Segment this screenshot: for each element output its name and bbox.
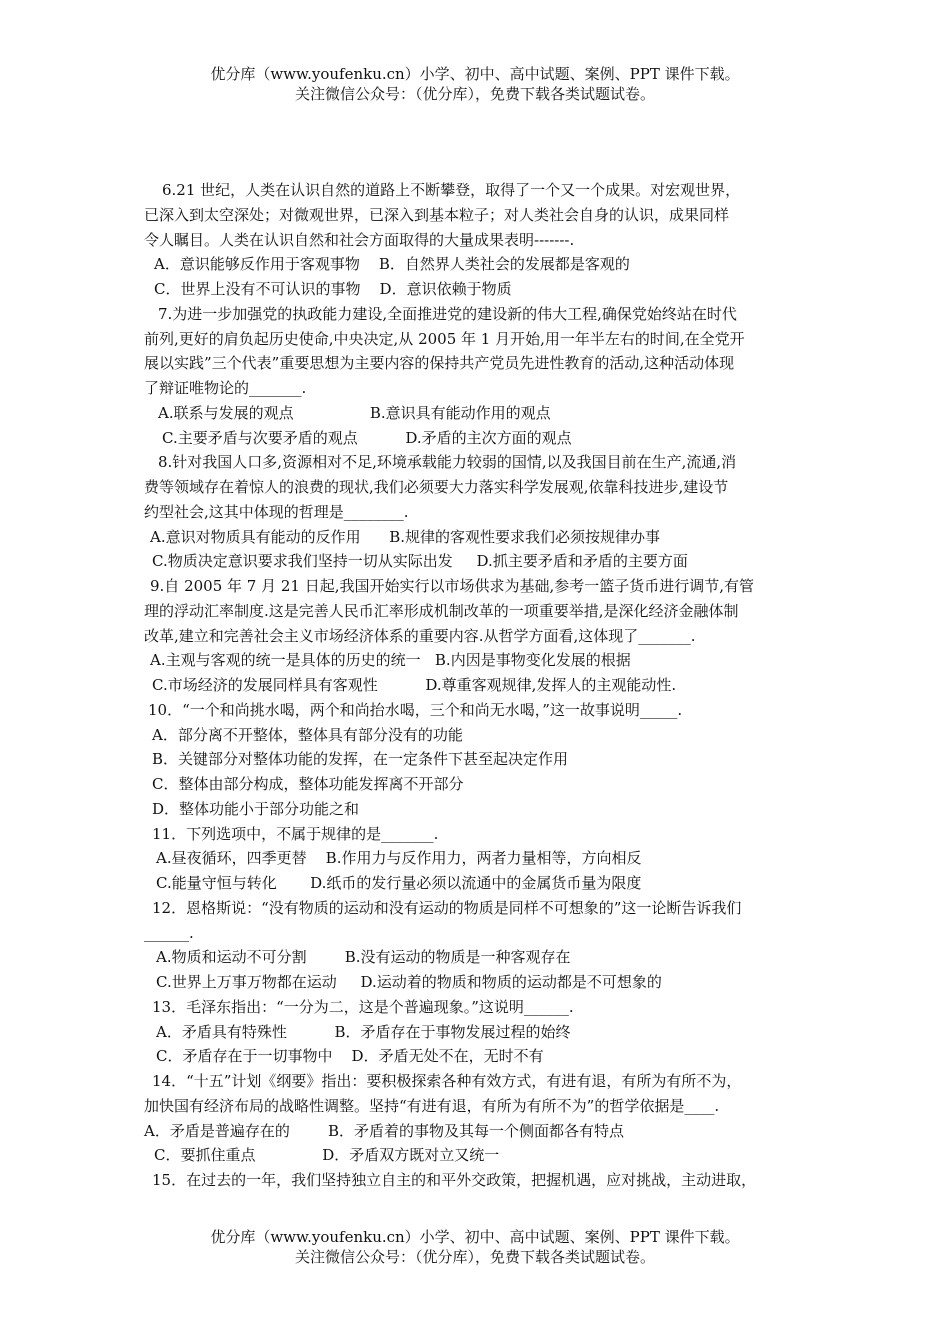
footer-line-1: 优分库（www.youfenku.cn）小学、初中、高中试题、案例、PPT 课件下载。 — [210, 1228, 740, 1246]
header-line-1: 优分库（www.youfenku.cn）小学、初中、高中试题、案例、PPT 课件下载。 — [210, 65, 740, 83]
text-line: D．整体功能小于部分功能之和 — [152, 799, 360, 818]
text-line: 9.自 2005 年 7 月 21 日起,我国开始实行以市场供求为基础,参考一篮子货币进行调节,有管 — [150, 577, 755, 595]
text-line: 12．恩格斯说：“没有物质的运动和没有运动的物质是同样不可想象的”这一论断告诉我们 — [152, 898, 742, 917]
text-line: 10．“一个和尚挑水喝，两个和尚抬水喝，三个和尚无水喝，”这一故事说明_____. — [148, 700, 683, 719]
text-line: 令人瞩目。人类在认识自然和社会方面取得的大量成果表明-------. — [144, 230, 575, 249]
document-body — [144, 178, 816, 1193]
text-line: C．矛盾存在于一切事物中 D．矛盾无处不在，无时不有 — [156, 1047, 544, 1066]
text-line: C.市场经济的发展同样具有客观性 D.尊重客观规律,发挥人的主观能动性. — [152, 676, 677, 694]
text-line: 14．“十五”计划《纲要》指出：要积极探索各种有效方式，有进有退，有所为有所不为， — [152, 1072, 742, 1090]
text-line: A．意识能够反作用于客观事物 B．自然界人类社会的发展都是客观的 — [154, 255, 630, 274]
text-line: A.主观与客观的统一是具体的历史的统一 B.内因是事物变化发展的根据 — [150, 651, 631, 670]
text-line: C.物质决定意识要求我们坚持一切从实际出发 D.抓主要矛盾和矛盾的主要方面 — [152, 552, 688, 571]
page-footer — [0, 1227, 950, 1267]
page-header — [0, 64, 950, 104]
text-line: 理的浮动汇率制度.这是完善人民币汇率形成机制改革的一项重要举措,是深化经济金融体制 — [144, 601, 739, 620]
text-line: 13．毛泽东指出：“一分为二，这是个普遍现象。”这说明______. — [152, 997, 574, 1016]
text-line: C.能量守恒与转化 D.纸币的发行量必须以流通中的金属货币量为限度 — [156, 874, 642, 892]
text-line: 前列,更好的肩负起历史使命,中央决定,从 2005 年 1 月开始,用一年半左右的时间,在全党开 — [144, 329, 745, 348]
text-line: 8.针对我国人口多,资源相对不足,环境承载能力较弱的国情,以及我国目前在生产,流通,消 — [158, 453, 737, 472]
text-line: C.主要矛盾与次要矛盾的观点 D.矛盾的主次方面的观点 — [162, 428, 572, 447]
text-line: 了辩证唯物论的_______. — [144, 379, 307, 397]
text-line: B．关键部分对整体功能的发挥，在一定条件下甚至起决定作用 — [152, 750, 569, 769]
text-line: 6.21 世纪，人类在认识自然的道路上不断攀登，取得了一个又一个成果。对宏观世界， — [162, 181, 741, 199]
text-line: ______. — [144, 923, 194, 942]
text-line: 展以实践”三个代表”重要思想为主要内容的保持共产党员先进性教育的活动,这种活动体现 — [144, 354, 735, 373]
text-line: A.意识对物质具有能动的反作用 B.规律的客观性要求我们必须按规律办事 — [150, 527, 661, 546]
text-line: 7.为进一步加强党的执政能力建设,全面推进党的建设新的伟大工程,确保党始终站在时代 — [158, 304, 737, 323]
text-line: C．整体由部分构成，整体功能发挥离不开部分 — [152, 775, 464, 793]
text-line: C.世界上万事万物都在运动 D.运动着的物质和物质的运动都是不可想象的 — [156, 973, 662, 991]
text-line: A．矛盾具有特殊性 B．矛盾存在于事物发展过程的始终 — [156, 1022, 571, 1041]
text-line: 费等领域存在着惊人的浪费的现状,我们必须要大力落实科学发展观,依靠科技进步,建设节 — [144, 478, 729, 496]
footer-line-2: 关注微信公众号：（优分库），免费下载各类试题试卷。 — [294, 1248, 655, 1266]
text-line: 15．在过去的一年，我们坚持独立自主的和平外交政策，把握机遇，应对挑战，主动进取， — [152, 1171, 757, 1189]
text-line: 加快国有经济布局的战略性调整。坚持“有进有退，有所为有所不为”的哲学依据是____. — [144, 1096, 720, 1115]
text-line: A．矛盾是普遍存在的 B．矛盾着的事物及其每一个侧面都各有特点 — [144, 1121, 625, 1140]
text-line: C．要抓住重点 D．矛盾双方既对立又统一 — [154, 1146, 500, 1165]
text-line: 11．下列选项中，不属于规律的是_______. — [152, 824, 439, 843]
text-line: C．世界上没有不可认识的事物 D．意识依赖于物质 — [154, 280, 512, 298]
text-line: 改革,建立和完善社会主义市场经济体系的重要内容.从哲学方面看,这体现了_______. — [144, 626, 696, 645]
text-line: 已深入到太空深处；对微观世界，已深入到基本粒子；对人类社会自身的认识，成果同样 — [144, 205, 730, 224]
text-line: A．部分离不开整体，整体具有部分没有的功能 — [152, 725, 463, 744]
text-line: A.联系与发展的观点 B.意识具有能动作用的观点 — [158, 403, 551, 422]
header-line-2: 关注微信公众号：（优分库），免费下载各类试题试卷。 — [294, 85, 655, 103]
text-line: A.昼夜循环，四季更替 B.作用力与反作用力，两者力量相等，方向相反 — [156, 849, 642, 868]
text-line: 约型社会,这其中体现的哲理是________. — [144, 502, 409, 521]
text-line: A.物质和运动不可分割 B.没有运动的物质是一种客观存在 — [156, 948, 571, 967]
